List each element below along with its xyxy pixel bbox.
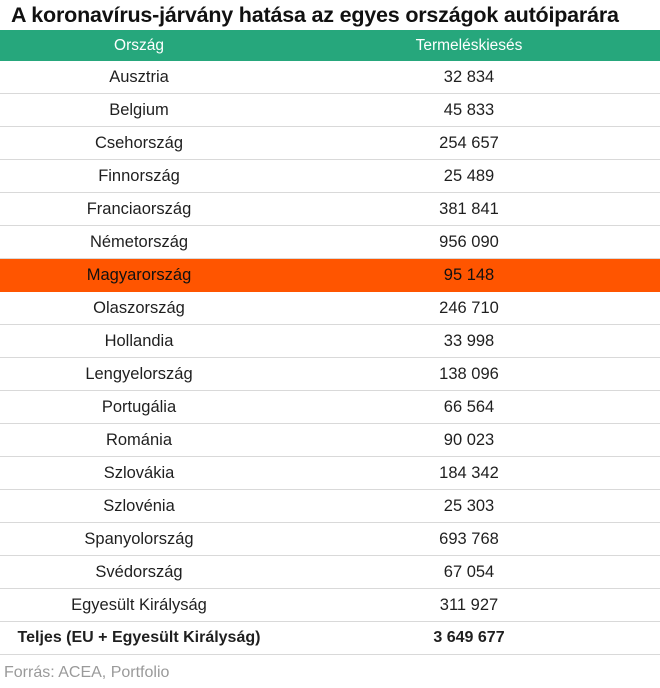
- production-loss-cell: 33 998: [443, 331, 495, 350]
- country-cell: Németország: [89, 232, 189, 251]
- production-loss-cell: 95 148: [443, 265, 495, 284]
- country-cell: Szlovákia: [103, 463, 175, 482]
- country-cell: Csehország: [94, 133, 184, 152]
- table-body: [0, 61, 660, 622]
- country-cell: Szlovénia: [103, 496, 175, 515]
- total-value: 3 649 677: [433, 629, 505, 646]
- production-loss-cell: 25 303: [443, 496, 495, 515]
- table-row: [0, 193, 660, 226]
- country-cell: Ausztria: [109, 67, 169, 86]
- chart-title: A koronavírus-járvány hatása az egyes országok autóiparára: [11, 3, 619, 27]
- country-cell: Portugália: [101, 397, 177, 416]
- production-loss-cell: 32 834: [443, 67, 495, 86]
- table-row: [0, 490, 660, 523]
- table-row: [0, 556, 660, 589]
- country-cell: Magyarország: [86, 265, 192, 284]
- production-loss-cell: 25 489: [443, 166, 495, 185]
- table-row: [0, 127, 660, 160]
- production-loss-cell: 254 657: [439, 133, 499, 152]
- column-header-country: Ország: [114, 36, 164, 54]
- country-cell: Spanyolország: [84, 529, 194, 548]
- country-cell: Svédország: [95, 562, 183, 581]
- production-loss-cell: 956 090: [439, 232, 499, 251]
- country-cell: Olaszország: [93, 298, 185, 317]
- table-row: [0, 391, 660, 424]
- production-loss-cell: 381 841: [439, 199, 499, 218]
- production-loss-cell: 66 564: [443, 397, 495, 416]
- table-row: [0, 226, 660, 259]
- table-row: [0, 160, 660, 193]
- table-row: [0, 589, 660, 622]
- production-loss-cell: 693 768: [439, 529, 499, 548]
- table-row: [0, 325, 660, 358]
- production-loss-cell: 67 054: [443, 562, 495, 581]
- country-cell: Franciaország: [86, 199, 192, 218]
- table-header-row: [0, 30, 660, 61]
- production-loss-cell: 184 342: [439, 463, 499, 482]
- production-loss-cell: 246 710: [439, 298, 499, 317]
- table-row: [0, 457, 660, 490]
- table-row: [0, 94, 660, 127]
- source-note: Forrás: ACEA, Portfolio: [4, 664, 170, 681]
- table-row: [0, 61, 660, 94]
- table-row: [0, 424, 660, 457]
- production-loss-cell: 90 023: [443, 430, 495, 449]
- country-cell: Finnország: [98, 166, 180, 185]
- table-total-row: [0, 622, 660, 655]
- country-cell: Belgium: [109, 100, 169, 119]
- data-table: [0, 30, 660, 655]
- column-header-production-loss: Termeléskiesés: [415, 36, 523, 54]
- country-cell: Hollandia: [104, 331, 174, 350]
- table-row: [0, 292, 660, 325]
- production-loss-cell: 45 833: [443, 100, 495, 119]
- country-cell: Románia: [105, 430, 173, 449]
- country-cell: Lengyelország: [85, 364, 193, 383]
- production-loss-cell: 311 927: [439, 595, 499, 614]
- table-row: [0, 358, 660, 391]
- table-row-highlighted: [0, 259, 660, 292]
- table-row: [0, 523, 660, 556]
- production-loss-cell: 138 096: [439, 364, 499, 383]
- country-cell: Egyesült Királyság: [71, 595, 207, 614]
- total-label: Teljes (EU + Egyesült Királyság): [17, 629, 261, 646]
